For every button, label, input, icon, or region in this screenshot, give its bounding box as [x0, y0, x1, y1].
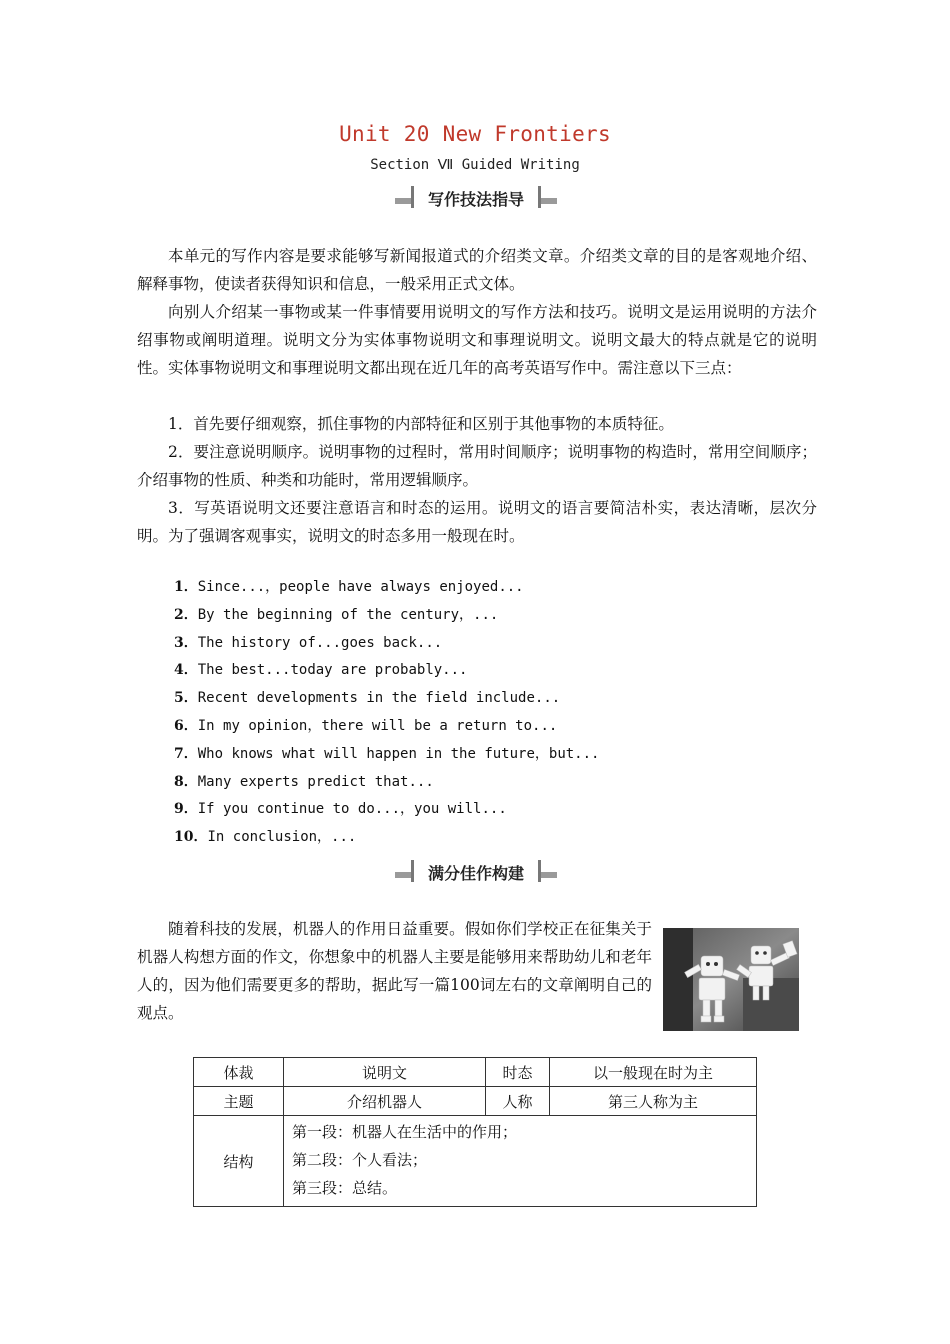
table-cell: 结构 — [194, 1116, 284, 1207]
page-title: Unit 20 New Frontiers — [339, 122, 611, 146]
list-item: 5．Recent developments in the field include... — [174, 690, 561, 707]
list-item: 7．Who knows what will happen in the future，but... — [174, 745, 600, 762]
model-section-title: 满分佳作构建 — [427, 864, 524, 883]
table-cell: 以一般现在时为主 — [550, 1058, 757, 1087]
list-item: 4．The best...today are probably... — [174, 662, 468, 679]
list-item: 8．Many experts predict that... — [174, 773, 434, 790]
table-cell: 介绍机器人 — [284, 1087, 486, 1116]
tips-section-title: 写作技法指导 — [427, 190, 524, 209]
intro-point-3: 3．写英语说明文还要注意语言和时态的运用。说明文的语言要简洁朴实，表达清晰，层次分明。为了强调客观事实，说明文的时态多用一般现在时。 — [137, 499, 817, 545]
section-subtitle: Section Ⅶ Guided Writing — [370, 157, 580, 173]
table-cell: 主题 — [194, 1087, 284, 1116]
tips-section-banner — [395, 186, 557, 210]
table-cell: 第三人称为主 — [550, 1087, 757, 1116]
table-row — [194, 1116, 757, 1207]
robot-photo — [663, 928, 799, 1031]
structure-line-2: 第二段：个人看法； — [292, 1151, 428, 1169]
table-cell: 人称 — [486, 1087, 550, 1116]
intro-paragraph-2: 向别人介绍某一事物或某一件事情要用说明文的写作方法和技巧。说明文是运用说明的方法介绍事物或阐明道理。说明文分为实体事物说明文和事理说明文。说明文最大的特点就是它的说明性。实体事物说明文和事理说明文都出现在近几年的高考英语写作中。需注意以下三点： — [137, 303, 817, 377]
table-row — [194, 1058, 757, 1087]
table-row — [194, 1087, 757, 1116]
table-cell: 体裁 — [194, 1058, 284, 1087]
intro-point-2: 2．要注意说明顺序。说明事物的过程时，常用时间顺序；说明事物的构造时，常用空间顺序；介绍事物的性质、种类和功能时，常用逻辑顺序。 — [137, 443, 817, 489]
structure-cell — [284, 1116, 757, 1207]
list-item: 10．In conclusion，... — [174, 829, 357, 846]
list-item: 2．By the beginning of the century，... — [174, 606, 499, 623]
useful-phrases-list — [174, 574, 599, 852]
list-item: 1．Since...，people have always enjoyed... — [174, 579, 524, 595]
list-item: 9．If you continue to do...，you will... — [174, 801, 507, 818]
list-item: 6．In my opinion，there will be a return to... — [174, 717, 558, 734]
table-cell: 说明文 — [284, 1058, 486, 1087]
intro-paragraph-1: 本单元的写作内容是要求能够写新闻报道式的介绍类文章。介绍类文章的目的是客观地介绍、解释事物，使读者获得知识和信息，一般采用正式文体。 — [137, 247, 817, 293]
intro-point-1: 1．首先要仔细观察，抓住事物的内部特征和区别于其他事物的本质特征。 — [168, 415, 674, 433]
structure-line-3: 第三段：总结。 — [292, 1179, 398, 1197]
structure-line-1: 第一段：机器人在生活中的作用； — [292, 1123, 518, 1141]
model-section-banner — [395, 860, 557, 884]
writing-outline-table — [193, 1057, 757, 1207]
list-item: 3．The history of...goes back... — [174, 634, 443, 651]
writing-task-text: 随着科技的发展，机器人的作用日益重要。假如你们学校正在征集关于机器人构想方面的作文，你想象中的机器人主要是能够用来帮助幼儿和老年人的，因为他们需要更多的帮助，据此写一篇100词左右的文章阐明自己的观点。 — [137, 920, 652, 1022]
table-cell: 时态 — [486, 1058, 550, 1087]
